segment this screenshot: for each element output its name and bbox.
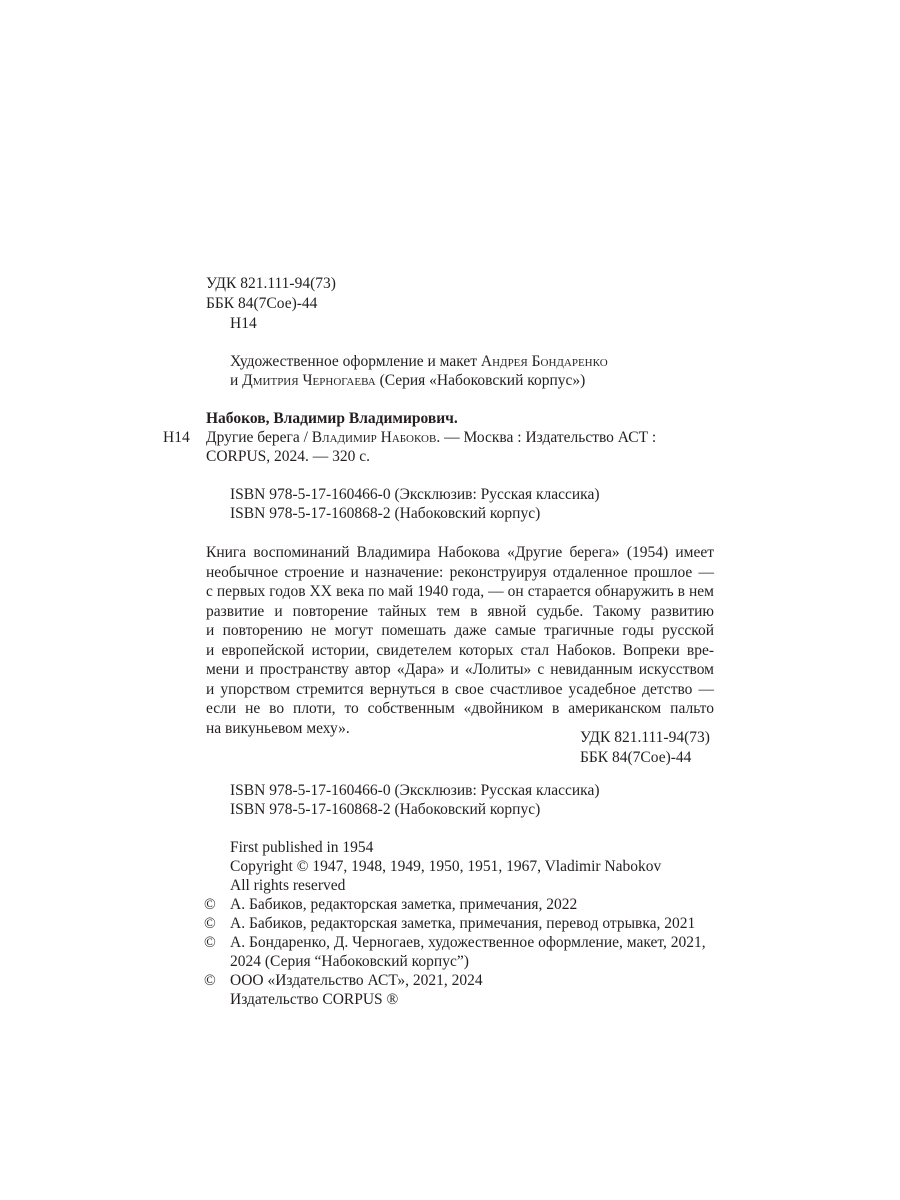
annotation-line: если не во плоти, то собственным «двойником в американском пальто bbox=[206, 700, 714, 717]
annotation-line: и повторению не могут помешать даже самые трагичные годы русской bbox=[206, 622, 714, 639]
annotation bbox=[206, 525, 714, 738]
annotation-line: и упорством стремится вернуться в свое счастливое усадебное детство — bbox=[206, 680, 714, 698]
udk-code-right: УДК 821.111-94(73) bbox=[580, 729, 710, 746]
bib-imprint: . — Москва : Издательство АСТ : bbox=[436, 429, 657, 446]
udk-code: УДК 821.111-94(73) bbox=[206, 275, 336, 292]
bbk-code-right: ББК 84(7Сое)-44 bbox=[580, 748, 692, 766]
design-credit-prefix: Художественное оформление и макет bbox=[230, 353, 481, 370]
annotation-line: развитие и повторение тайных тем в явной судьбе. Такому развитию bbox=[206, 602, 714, 620]
designer-name-1: Андрея Бондаренко bbox=[480, 353, 608, 370]
first-published: First published in 1954 bbox=[230, 839, 374, 856]
isbn-line: ISBN 978-5-17-160868-2 (Набоковский корпус) bbox=[230, 505, 541, 522]
classification-codes bbox=[580, 728, 710, 767]
bib-author: Набоков, Владимир Владимирович. bbox=[206, 410, 458, 427]
all-rights-reserved: All rights reserved bbox=[230, 877, 346, 894]
copyright-holder: А. Бабиков, редакторская заметка, примечания, перевод отрывка, 2021 bbox=[230, 915, 696, 932]
series-note: (Серия «Набоковский корпус») bbox=[375, 372, 586, 389]
publisher-mark: Издательство CORPUS ® bbox=[230, 991, 399, 1008]
copyright-symbol: © bbox=[204, 915, 216, 932]
designer-name-2: Дмитрия Черногаева bbox=[242, 372, 376, 389]
design-credit-conj: и bbox=[230, 372, 243, 389]
bbk-code: ББК 84(7Сое)-44 bbox=[206, 295, 318, 312]
annotation-line: мени и пространству автор «Дара» и «Лолиты» с невиданным искусством bbox=[206, 661, 714, 678]
annotation-line: необычное строение и назначение: реконструируя отдаленное прошлое — bbox=[206, 563, 714, 581]
copyright-holder: А. Бабиков, редакторская заметка, примечания, 2022 bbox=[230, 896, 578, 913]
isbn-line: ISBN 978-5-17-160466-0 (Эксклюзив: Русская классика) bbox=[230, 782, 600, 799]
annotation-line: на викуньевом меху». bbox=[206, 719, 350, 737]
copyright-symbol: © bbox=[204, 972, 216, 989]
copyright-holder: А. Бондаренко, Д. Черногаев, художественное оформление, макет, 2021, bbox=[230, 934, 706, 951]
bib-author-name: Владимир Набоков bbox=[311, 429, 437, 446]
copyright-symbol: © bbox=[204, 896, 216, 913]
copyright-line bbox=[204, 914, 695, 934]
isbn-line: ISBN 978-5-17-160868-2 (Набоковский корпус) bbox=[230, 801, 541, 818]
design-credit-line2 bbox=[230, 371, 585, 391]
copyright-line bbox=[204, 933, 706, 953]
bib-imprint-line2: CORPUS, 2024. — 320 с. bbox=[206, 448, 371, 465]
annotation-line: Книга воспоминаний Владимира Набокова «Другие берега» (1954) имеет bbox=[206, 544, 714, 561]
copyright-symbol: © bbox=[204, 934, 216, 951]
copyright-notice: Copyright © 1947, 1948, 1949, 1950, 1951, 1967, Vladimir Nabokov bbox=[230, 858, 662, 875]
copyright-line-continued bbox=[204, 952, 469, 972]
copyright-line bbox=[204, 971, 483, 991]
copyright-holder: ООО «Издательство АСТ», 2021, 2024 bbox=[230, 972, 483, 989]
copyright-holder: 2024 (Серия “Набоковский корпус”) bbox=[230, 953, 469, 970]
annotation-line: и европейской истории, свидетелем которых стал Набоков. Вопреки вре- bbox=[206, 641, 714, 659]
copyright-line bbox=[204, 895, 577, 915]
author-sign: Н14 bbox=[230, 315, 257, 332]
bib-sign: Н14 bbox=[163, 429, 190, 446]
bib-title: Другие берега / bbox=[206, 429, 312, 446]
isbn-line: ISBN 978-5-17-160466-0 (Эксклюзив: Русская классика) bbox=[230, 486, 600, 503]
bib-title-line bbox=[206, 428, 656, 448]
design-credit-line1 bbox=[230, 352, 608, 372]
annotation-line: с первых годов XX века по май 1940 года, — он старается обнаружить в нем bbox=[206, 583, 714, 600]
